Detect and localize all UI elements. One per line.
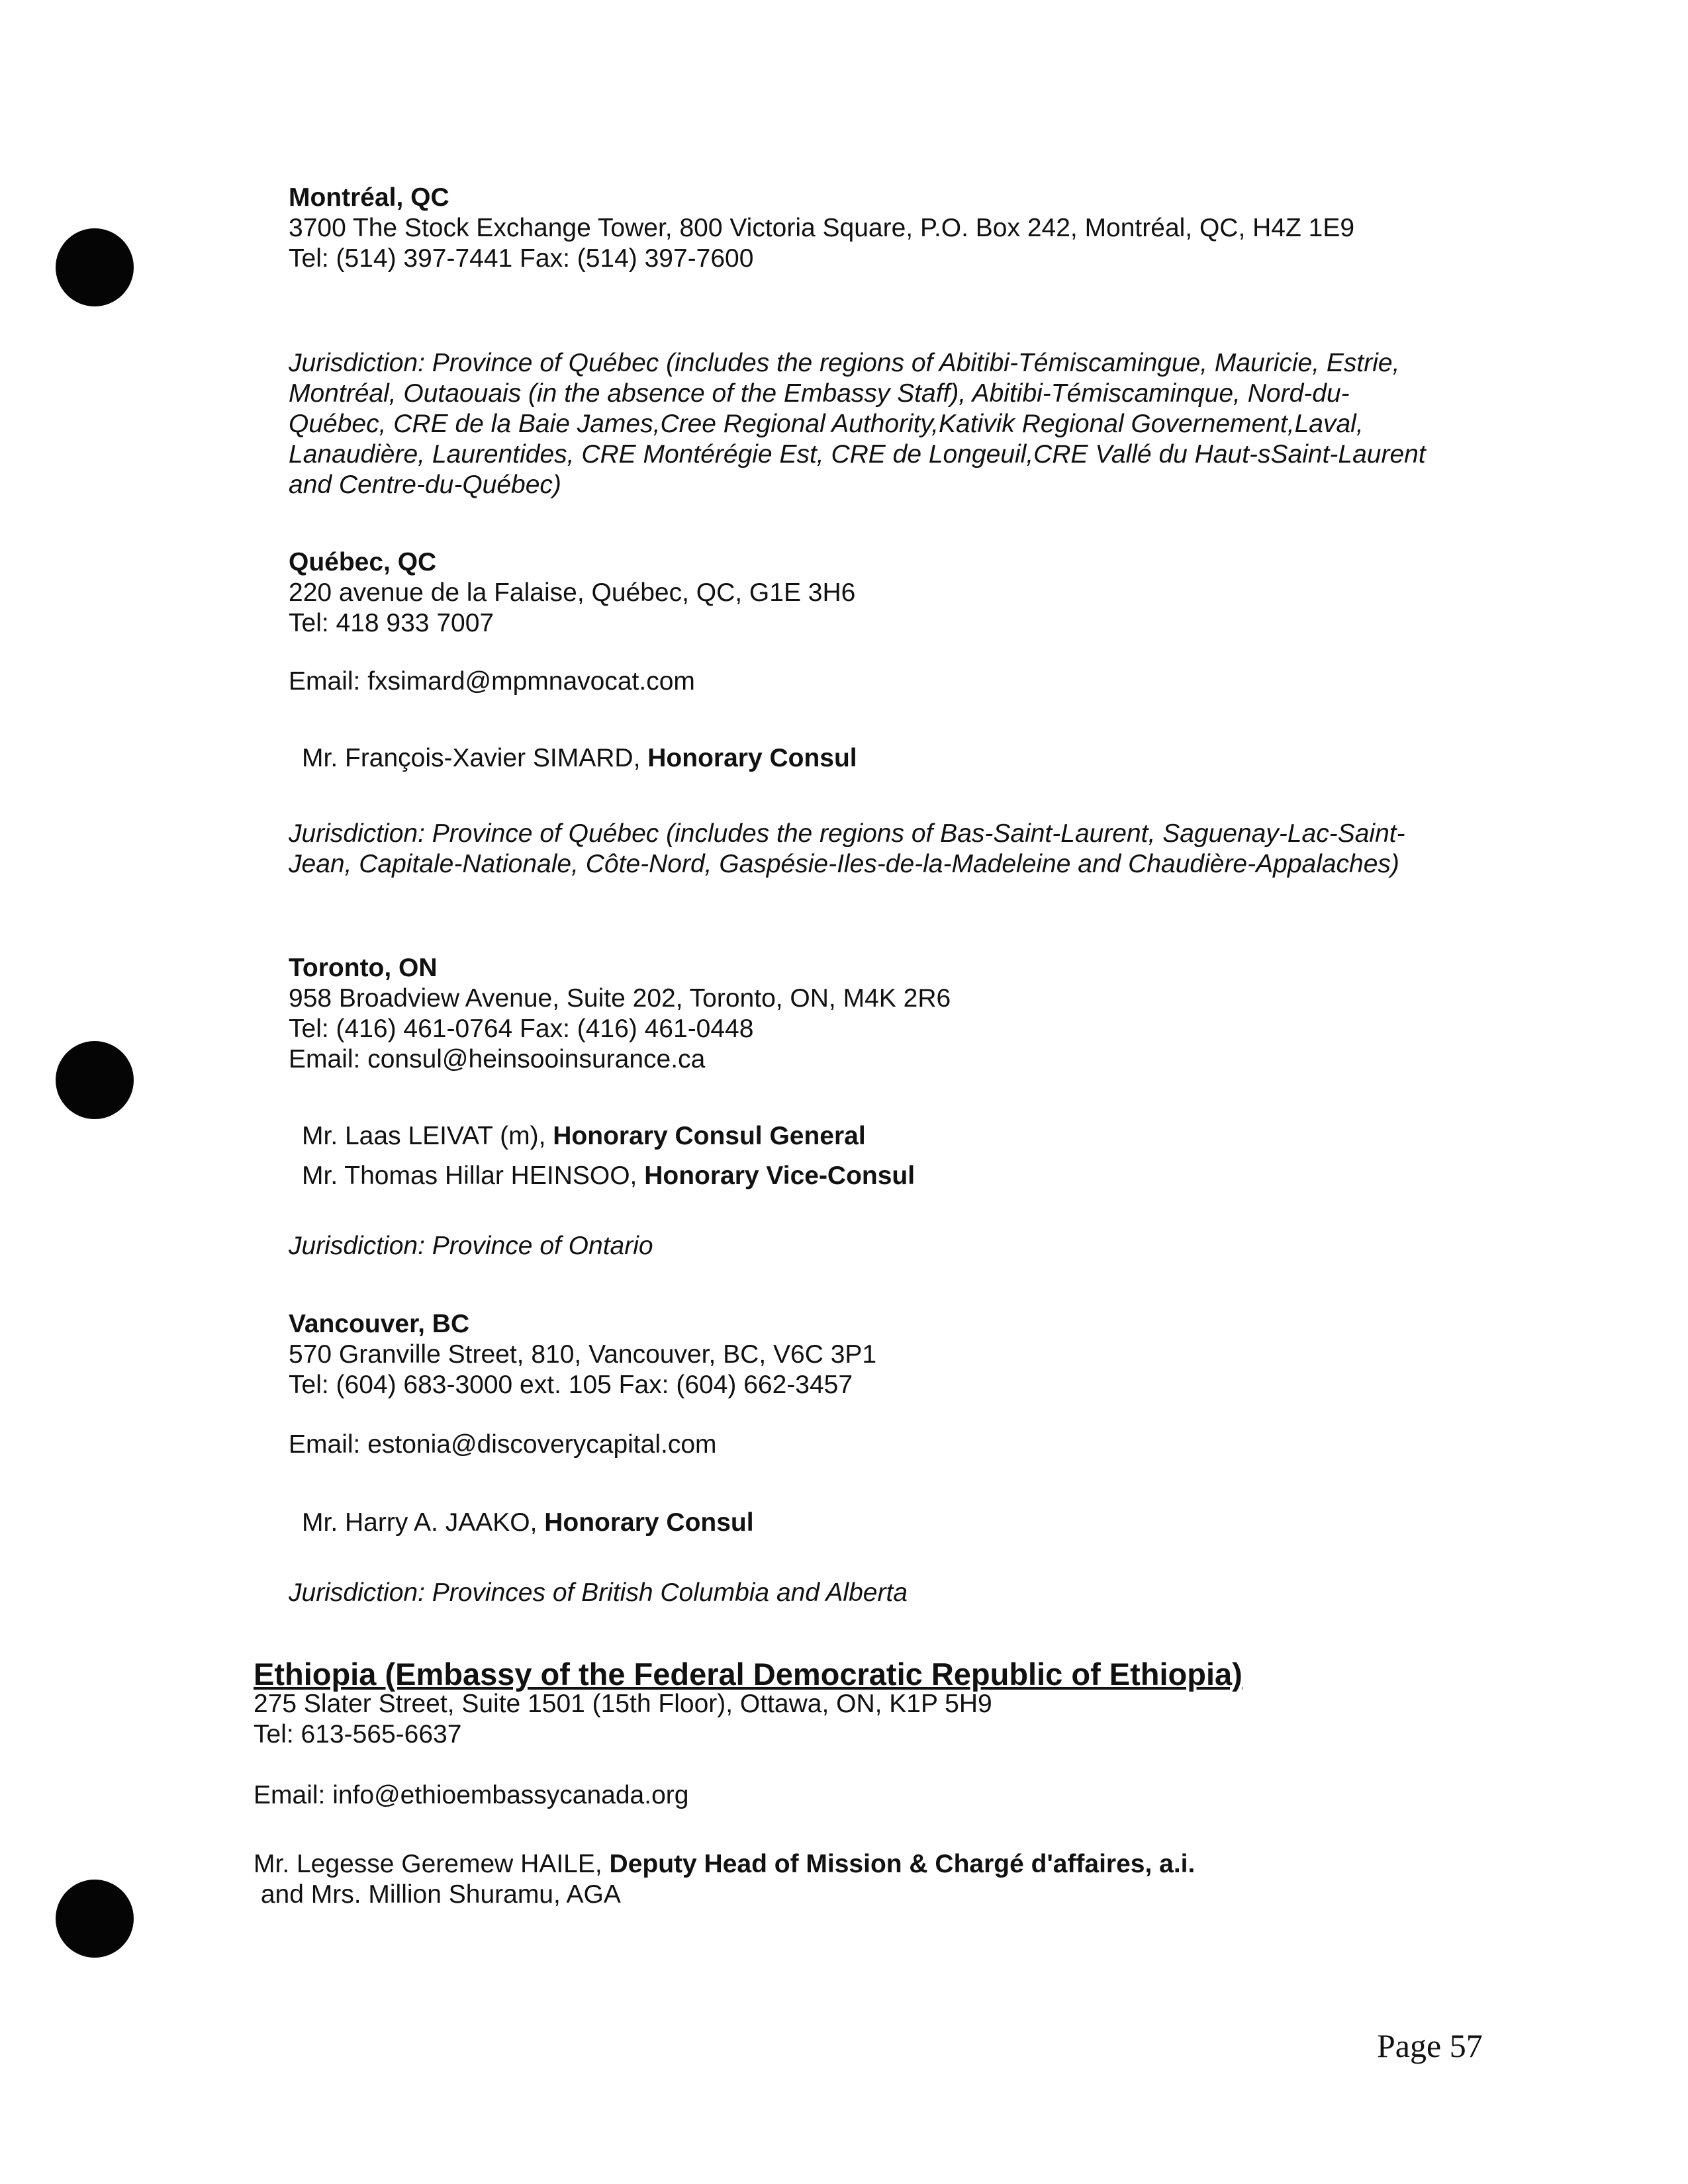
punch-hole-top (56, 228, 134, 306)
ethiopia-spouse: and Mrs. Million Shuramu, AGA (254, 1880, 621, 1909)
vancouver-jurisdiction: Jurisdiction: Provinces of British Columbia and Alberta (289, 1578, 908, 1607)
quebec-jurisdiction: Jurisdiction: Province of Québec (includes the regions of Bas-Saint-Laurent, Saguenay-Lac-Saint-Jean, Capitale-Nationale, Côte-Nord, Gaspésie-Iles-de-la-Madeleine and Chaudière-Appalaches) (289, 819, 1405, 878)
quebec-heading: Québec, QC (289, 548, 437, 576)
quebec-address: 220 avenue de la Falaise, Québec, QC, G1E 3H6 (289, 578, 856, 607)
ethiopia-embassy-section (254, 1656, 1511, 1910)
montreal-section (289, 183, 1480, 500)
toronto-person-2-name: Mr. Thomas Hillar HEINSOO, (302, 1161, 645, 1190)
toronto-phone: Tel: (416) 461-0764 Fax: (416) 461-0448 (289, 1015, 754, 1043)
toronto-person-1 (289, 1121, 1480, 1152)
montreal-jurisdiction: Jurisdiction: Province of Québec (includes the regions of Abitibi-Témiscamingue, Mauricie, Estrie, Montréal, Outaouais (in the absence of the Embassy Staff), Abitibi-Témiscaminque, Nord-du-Québec, CRE de la Baie James,Cree Regional Authority,Kativik Regional Governement,Laval, Lanaudière, Laurentides, CRE Montérégie Est, CRE de Longeuil,CRE Vallé du Haut-sSaint-Laurent and Centre-du-Québec) (289, 349, 1426, 499)
vancouver-address: 570 Granville Street, 810, Vancouver, BC, V6C 3P1 (289, 1340, 877, 1369)
quebec-section (289, 547, 1480, 880)
ethiopia-embassy-title: Ethiopia (Embassy of the Federal Democratic Republic of Ethiopia) (254, 1657, 1243, 1692)
vancouver-heading: Vancouver, BC (289, 1310, 470, 1338)
vancouver-person (289, 1508, 1480, 1538)
toronto-person-2 (289, 1161, 1480, 1191)
toronto-person-1-name: Mr. Laas LEIVAT (m), (302, 1122, 553, 1150)
montreal-phone: Tel: (514) 397-7441 Fax: (514) 397-7600 (289, 244, 754, 273)
punch-hole-bottom (56, 1880, 134, 1958)
ethiopia-email: Email: info@ethioembassycanada.org (254, 1781, 689, 1809)
toronto-heading: Toronto, ON (289, 954, 438, 982)
toronto-section (289, 953, 1480, 1261)
page-number: Page 57 (1377, 2027, 1483, 2064)
quebec-person (289, 743, 1480, 774)
montreal-address: 3700 The Stock Exchange Tower, 800 Victoria Square, P.O. Box 242, Montréal, QC, H4Z 1E9 (289, 214, 1355, 242)
toronto-jurisdiction: Jurisdiction: Province of Ontario (289, 1232, 653, 1260)
montreal-heading: Montréal, QC (289, 183, 449, 212)
toronto-address: 958 Broadview Avenue, Suite 202, Toronto, ON, M4K 2R6 (289, 984, 951, 1013)
ethiopia-person (254, 1849, 1511, 1880)
quebec-person-title: Honorary Consul (647, 744, 857, 772)
toronto-email: Email: consul@heinsooinsurance.ca (289, 1045, 706, 1073)
punch-hole-middle (56, 1041, 134, 1119)
quebec-email: Email: fxsimard@mpmnavocat.com (289, 667, 695, 696)
quebec-person-name: Mr. François-Xavier SIMARD, (302, 744, 648, 772)
vancouver-person-title: Honorary Consul (544, 1508, 754, 1537)
vancouver-person-name: Mr. Harry A. JAAKO, (302, 1508, 545, 1537)
vancouver-phone: Tel: (604) 683-3000 ext. 105 Fax: (604) 662-3457 (289, 1371, 853, 1399)
toronto-person-1-title: Honorary Consul General (553, 1122, 866, 1150)
toronto-person-2-title: Honorary Vice-Consul (644, 1161, 915, 1190)
vancouver-email: Email: estonia@discoverycapital.com (289, 1430, 717, 1459)
ethiopia-person-name: Mr. Legesse Geremew HAILE, (254, 1850, 610, 1878)
ethiopia-address: 275 Slater Street, Suite 1501 (15th Floor), Ottawa, ON, K1P 5H9 (254, 1690, 992, 1718)
ethiopia-person-title: Deputy Head of Mission & Chargé d'affaires, a.i. (609, 1850, 1196, 1878)
ethiopia-phone: Tel: 613-565-6637 (254, 1720, 462, 1749)
vancouver-section (289, 1309, 1480, 1608)
quebec-phone: Tel: 418 933 7007 (289, 609, 494, 637)
